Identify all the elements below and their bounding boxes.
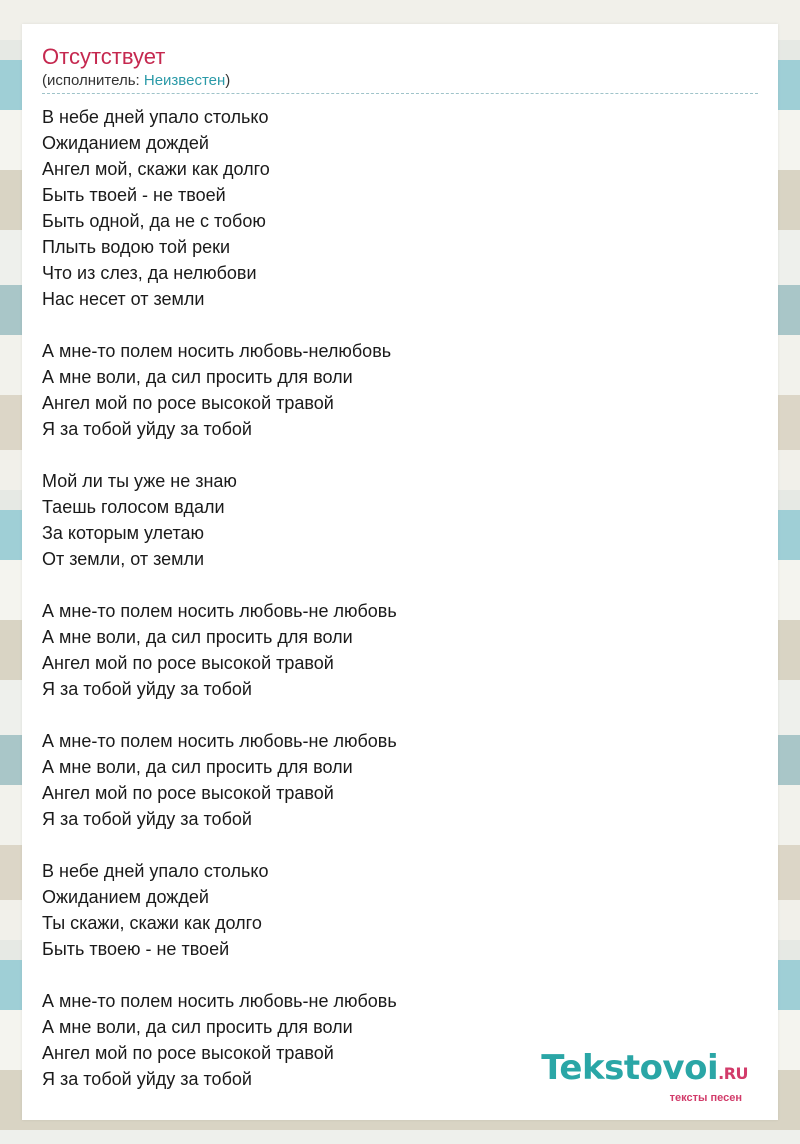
- lyric-line: Быть твоей - не твоей: [42, 185, 226, 205]
- artist-link[interactable]: Неизвестен: [143, 72, 226, 89]
- lyric-line: А мне-то полем носить любовь-нелюбовь: [42, 341, 392, 361]
- site-logo[interactable]: [541, 1050, 748, 1104]
- stanza-break: [42, 442, 758, 468]
- stanza-break: [42, 832, 758, 858]
- logo-domain: .RU: [718, 1064, 748, 1083]
- lyric-line: Ожиданием дождей: [42, 133, 209, 153]
- lyric-line: Мой ли ты уже не знаю: [42, 471, 237, 491]
- lyric-line: Я за тобой уйду за тобой: [42, 679, 252, 699]
- lyric-line: От земли, от земли: [42, 549, 205, 569]
- divider: [42, 93, 758, 94]
- lyric-line: В небе дней упало столько: [42, 107, 269, 127]
- lyric-line: А мне-то полем носить любовь-не любовь: [42, 601, 397, 621]
- lyrics-sheet: [22, 24, 778, 1120]
- lyric-line: Ожиданием дождей: [42, 887, 209, 907]
- logo-tagline: тексты песен: [669, 1092, 742, 1104]
- lyric-line: Ангел мой по росе высокой травой: [42, 393, 334, 413]
- lyric-line: Таешь голосом вдали: [42, 497, 225, 517]
- lyric-line: Плыть водою той реки: [42, 237, 231, 257]
- lyric-line: Я за тобой уйду за тобой: [42, 419, 252, 439]
- lyric-line: А мне-то полем носить любовь-не любовь: [42, 731, 397, 751]
- lyric-line: Нас несет от земли: [42, 289, 205, 309]
- lyric-line: А мне воли, да сил просить для воли: [42, 367, 353, 387]
- lyric-line: За которым улетаю: [42, 523, 205, 543]
- logo-wordmark: [541, 1050, 748, 1092]
- lyric-line: А мне воли, да сил просить для воли: [42, 757, 353, 777]
- stanza-break: [42, 312, 758, 338]
- stanza-break: [42, 702, 758, 728]
- artist-prefix: (исполнитель:: [42, 72, 144, 89]
- lyric-line: А мне воли, да сил просить для воли: [42, 1017, 353, 1037]
- lyric-line: Ангел мой по росе высокой травой: [42, 653, 334, 673]
- lyric-line: Ангел мой по росе высокой травой: [42, 1043, 334, 1063]
- artist-line: [42, 72, 230, 90]
- lyric-line: В небе дней упало столько: [42, 861, 269, 881]
- lyric-line: Я за тобой уйду за тобой: [42, 1069, 252, 1089]
- stanza-break: [42, 962, 758, 988]
- lyric-line: Быть одной, да не с тобою: [42, 211, 266, 231]
- lyric-line: Ты скажи, скажи как долго: [42, 913, 262, 933]
- lyrics-body: [42, 104, 758, 1092]
- lyric-line: Что из слез, да нелюбови: [42, 263, 257, 283]
- artist-suffix: ): [225, 72, 231, 89]
- logo-main-text: Tekstovoi: [541, 1048, 719, 1088]
- song-title: Отсутствует: [42, 44, 166, 69]
- lyric-line: Ангел мой по росе высокой травой: [42, 783, 334, 803]
- stanza-break: [42, 572, 758, 598]
- lyric-line: Быть твоею - не твоей: [42, 939, 230, 959]
- lyric-line: Я за тобой уйду за тобой: [42, 809, 252, 829]
- lyric-line: А мне-то полем носить любовь-не любовь: [42, 991, 397, 1011]
- lyric-line: Ангел мой, скажи как долго: [42, 159, 270, 179]
- lyric-line: А мне воли, да сил просить для воли: [42, 627, 353, 647]
